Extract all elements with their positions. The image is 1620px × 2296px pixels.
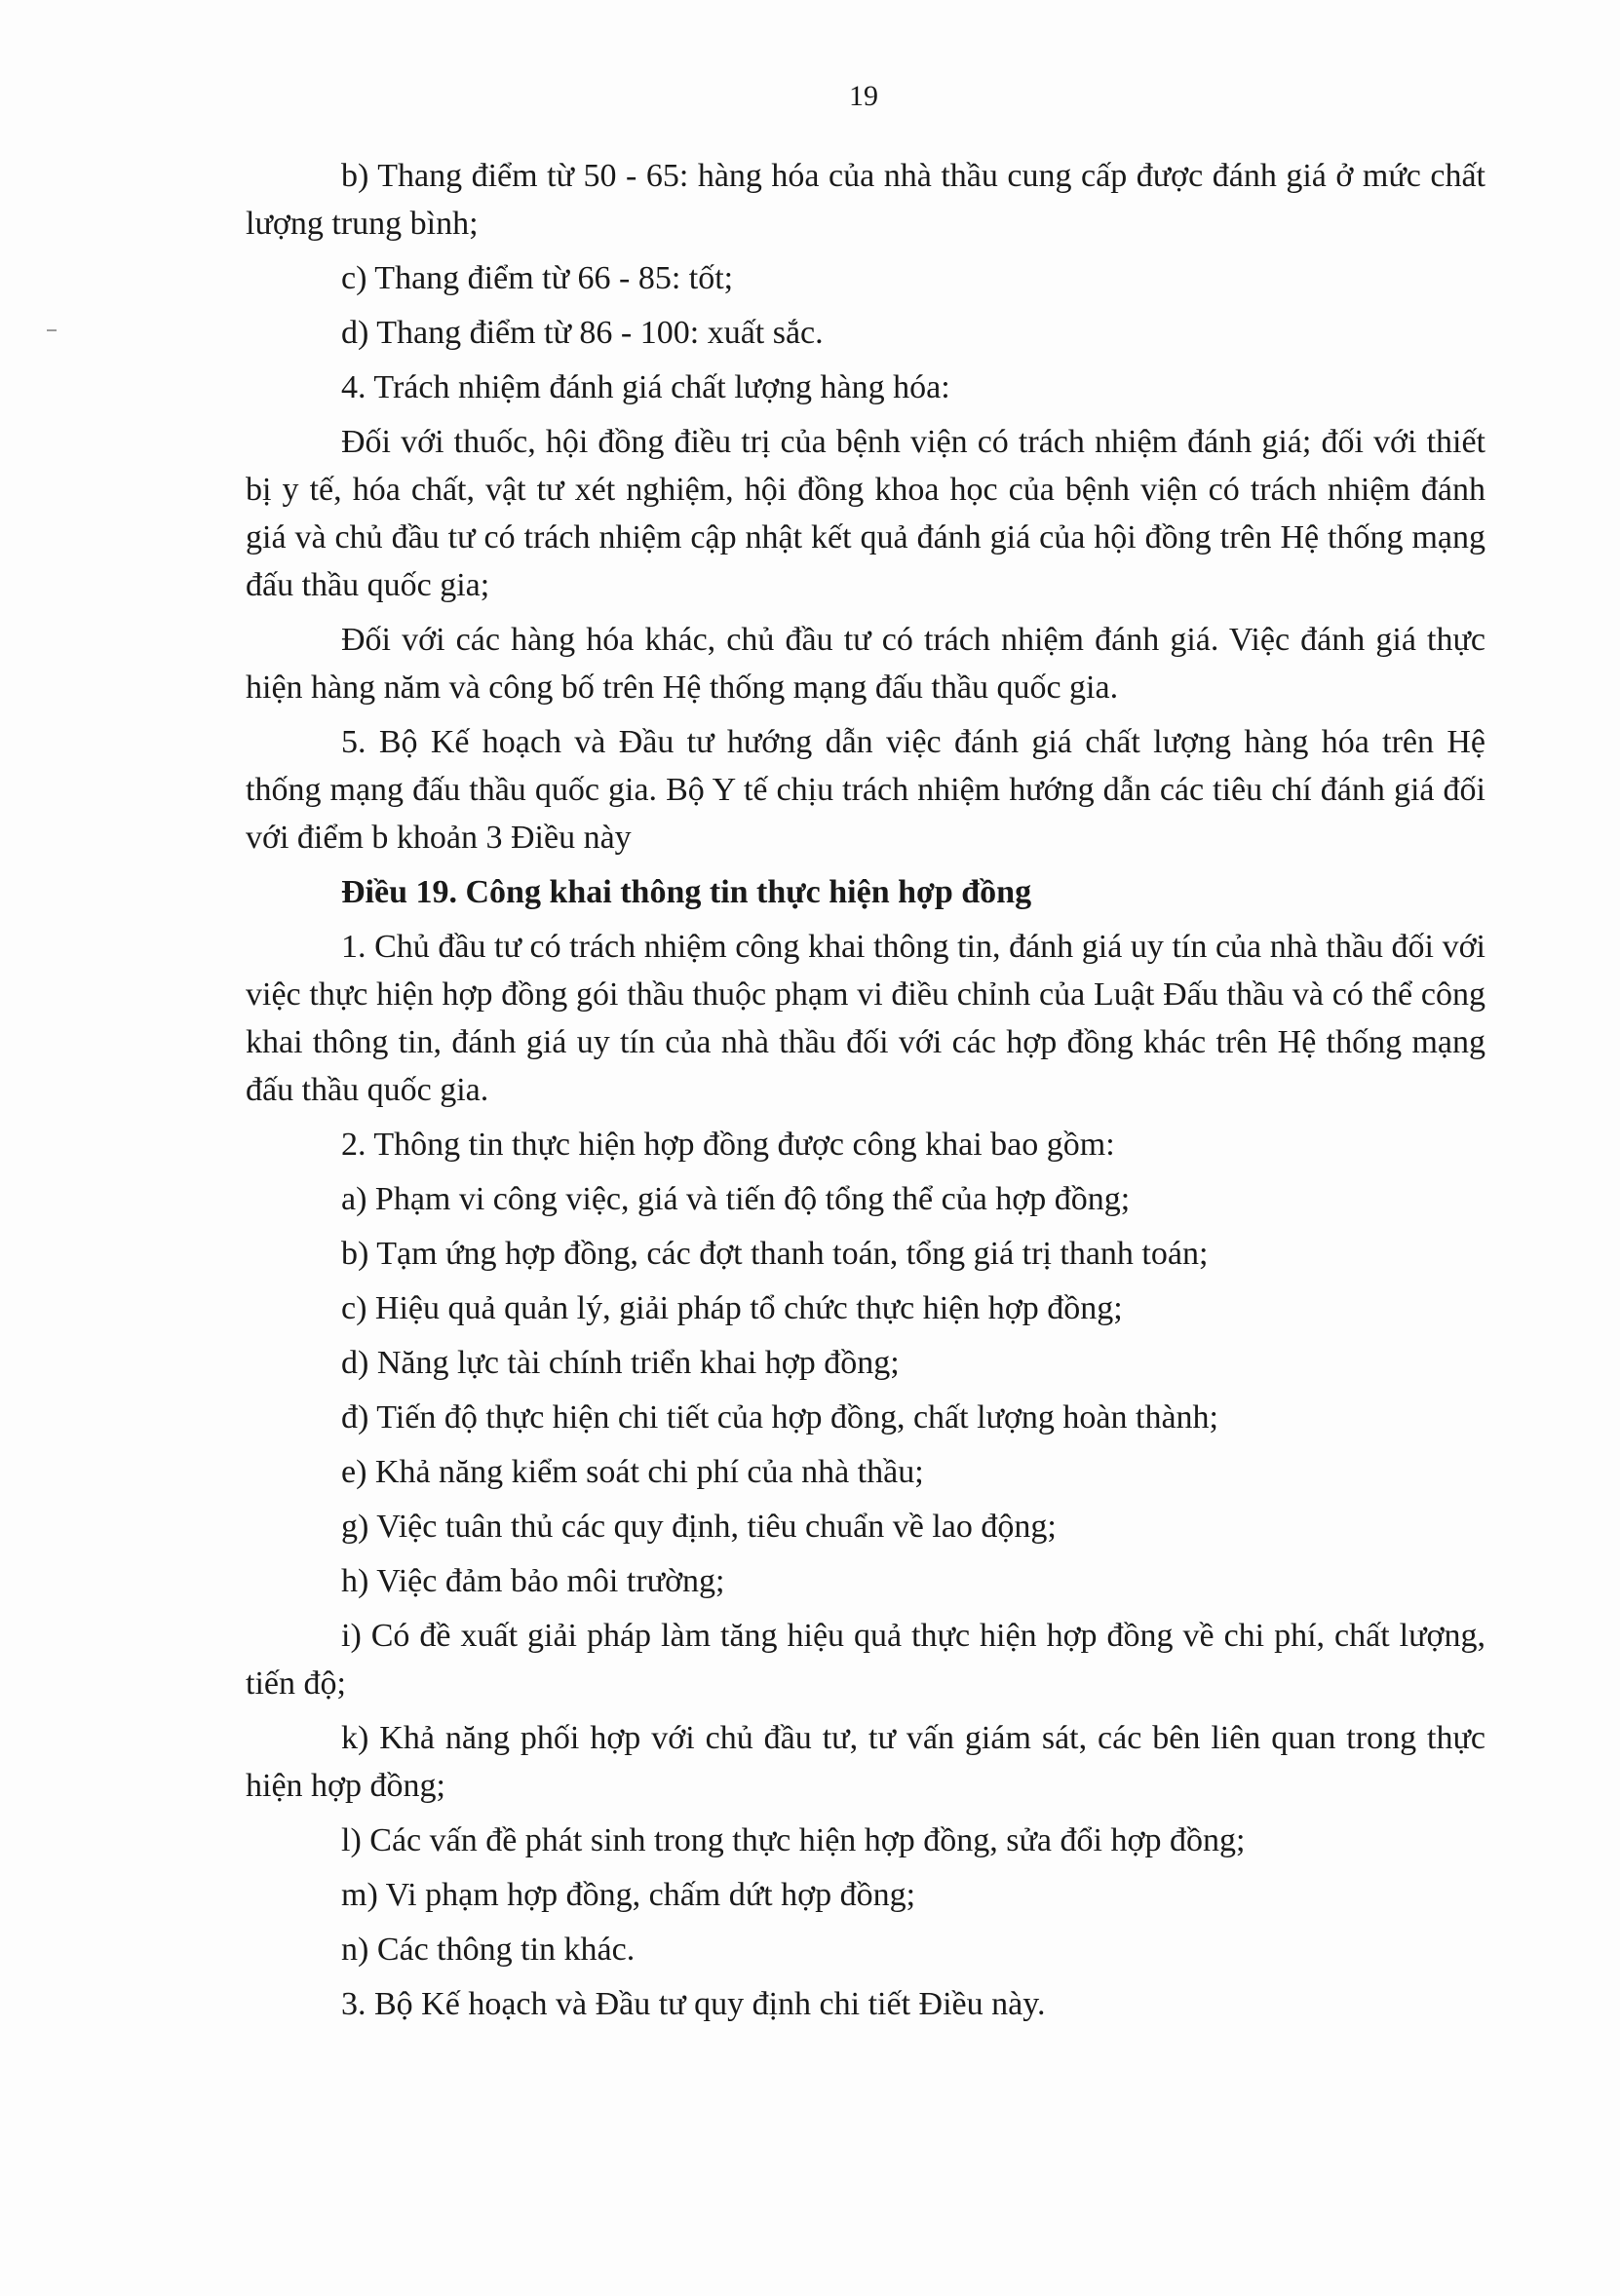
paragraph-score-86-100: d) Thang điểm từ 86 - 100: xuất sắc. (341, 315, 824, 351)
list-item-n: n) Các thông tin khác. (341, 1932, 636, 1968)
paragraph-article-19-clause-1: 1. Chủ đầu tư có trách nhiệm công khai thông tin, đánh giá uy tín của nhà thầu đối với việc thực hiện hợp đồng gói thầu thuộc phạm vi điều chỉnh của Luật Đấu thầu và có thể công khai thông tin, đánh giá uy tín của nhà thầu đối với các hợp đồng khác trên Hệ thống mạng đấu thầu quốc gia. (246, 929, 1485, 1108)
list-item-c: c) Hiệu quả quản lý, giải pháp tổ chức thực hiện hợp đồng; (341, 1290, 1123, 1326)
paragraph-score-50-65: b) Thang điểm từ 50 - 65: hàng hóa của nhà thầu cung cấp được đánh giá ở mức chất lượng trung bình; (246, 158, 1485, 242)
list-item-i: i) Có đề xuất giải pháp làm tăng hiệu quả thực hiện hợp đồng về chi phí, chất lượng, tiến độ; (246, 1618, 1485, 1702)
paragraph-other-goods: Đối với các hàng hóa khác, chủ đầu tư có trách nhiệm đánh giá. Việc đánh giá thực hiện hàng năm và công bố trên Hệ thống mạng đấu thầu quốc gia. (246, 622, 1485, 706)
page-number: 19 (849, 80, 878, 112)
paragraph-clause-5: 5. Bộ Kế hoạch và Đầu tư hướng dẫn việc đánh giá chất lượng hàng hóa trên Hệ thống mạng đấu thầu quốc gia. Bộ Y tế chịu trách nhiệm hướng dẫn các tiêu chí đánh giá đối với điểm b khoản 3 Điều này (246, 724, 1485, 856)
list-item-h: h) Việc đảm bảo môi trường; (341, 1563, 725, 1599)
paragraph-medicine-evaluation: Đối với thuốc, hội đồng điều trị của bệnh viện có trách nhiệm đánh giá; đối với thiết bị y tế, hóa chất, vật tư xét nghiệm, hội đồng khoa học của bệnh viện có trách nhiệm đánh giá và chủ đầu tư có trách nhiệm cập nhật kết quả đánh giá của hội đồng trên Hệ thống mạng đấu thầu quốc gia; (246, 424, 1485, 603)
article-19-heading: Điều 19. Công khai thông tin thực hiện hợp đồng (341, 874, 1032, 910)
paragraph-score-66-85: c) Thang điểm từ 66 - 85: tốt; (341, 260, 734, 296)
list-item-a: a) Phạm vi công việc, giá và tiến độ tổng thể của hợp đồng; (341, 1181, 1131, 1217)
scan-artifact-mark (47, 329, 57, 331)
paragraph-article-19-clause-3: 3. Bộ Kế hoạch và Đầu tư quy định chi tiết Điều này. (341, 1986, 1046, 2022)
list-item-b: b) Tạm ứng hợp đồng, các đợt thanh toán, tổng giá trị thanh toán; (341, 1236, 1209, 1272)
list-item-g: g) Việc tuân thủ các quy định, tiêu chuẩn về lao động; (341, 1509, 1057, 1545)
list-item-d: d) Năng lực tài chính triển khai hợp đồng; (341, 1345, 900, 1381)
list-item-m: m) Vi phạm hợp đồng, chấm dứt hợp đồng; (341, 1877, 916, 1913)
paragraph-article-19-clause-2: 2. Thông tin thực hiện hợp đồng được công khai bao gồm: (341, 1127, 1115, 1163)
list-item-k: k) Khả năng phối hợp với chủ đầu tư, tư vấn giám sát, các bên liên quan trong thực hiện hợp đồng; (246, 1720, 1485, 1804)
list-item-e: e) Khả năng kiểm soát chi phí của nhà thầu; (341, 1454, 924, 1490)
document-body (246, 152, 1485, 2035)
list-item-dd: đ) Tiến độ thực hiện chi tiết của hợp đồng, chất lượng hoàn thành; (341, 1399, 1219, 1435)
paragraph-clause-4: 4. Trách nhiệm đánh giá chất lượng hàng hóa: (341, 369, 950, 405)
list-item-l: l) Các vấn đề phát sinh trong thực hiện hợp đồng, sửa đổi hợp đồng; (341, 1822, 1246, 1858)
